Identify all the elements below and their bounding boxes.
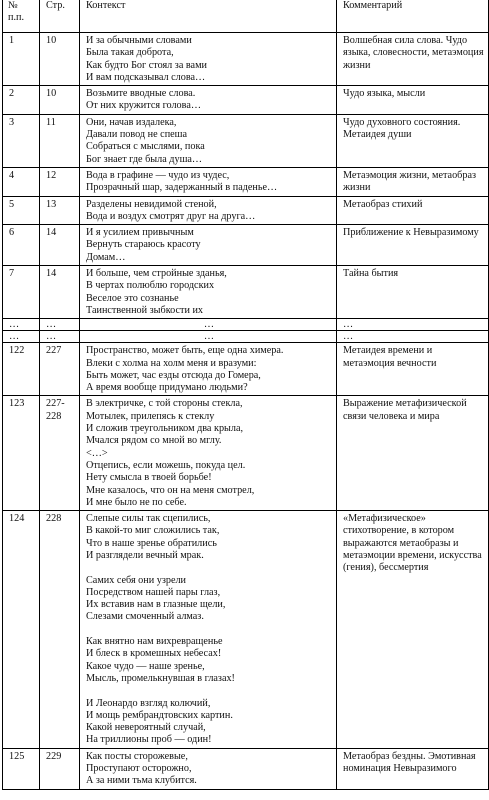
poem-line: И за обычными словами <box>86 35 192 46</box>
poem-line: Самих себя они узрели <box>86 574 186 586</box>
stanza-break <box>86 685 332 697</box>
page-line: 229 <box>46 750 62 762</box>
table-row <box>3 114 489 167</box>
poem-line: Посредством нашей пары глаз, <box>86 586 221 598</box>
header-context: Контекст <box>80 0 337 33</box>
header-number <box>3 0 40 33</box>
row-context <box>80 266 337 319</box>
page-line: … <box>46 331 57 343</box>
row-context <box>80 86 337 115</box>
table-row <box>3 748 489 789</box>
poem-line: В какой-то миг сложились так, <box>86 525 220 537</box>
poem-line: Что в наше зренье обратились <box>86 537 217 549</box>
table-row <box>3 343 489 396</box>
row-number: … <box>3 331 40 343</box>
row-comment <box>337 396 489 511</box>
row-context <box>80 114 337 167</box>
poem-line: Собраться с мыслями, пока <box>86 141 205 153</box>
page-line: 10 <box>46 88 57 100</box>
row-comment <box>337 196 489 225</box>
header-comment: Комментарий <box>337 0 489 33</box>
comment-text: Метаобраз стихий <box>343 198 423 210</box>
row-number: 2 <box>3 86 40 115</box>
row-context <box>80 511 337 749</box>
row-context <box>80 319 337 331</box>
row-page <box>40 396 80 511</box>
stanza-break <box>86 624 332 636</box>
poem-line: Какое чудо — наше зренье, <box>86 660 205 672</box>
table-body <box>3 0 489 789</box>
row-page <box>40 86 80 115</box>
stanza-break <box>86 562 332 574</box>
poem-line: Как внятно нам вихревращенье <box>86 636 223 648</box>
row-page <box>40 33 80 86</box>
row-page <box>40 319 80 331</box>
poem-line: Мчался рядом со мной во мглу. <box>86 435 222 447</box>
poem-line: В электричке, с той стороны стекла, <box>86 398 243 410</box>
poem-line: … <box>203 319 215 331</box>
row-context <box>80 343 337 396</box>
table-gap-row <box>3 331 489 343</box>
poem-line: Разделены невидимой стеной, <box>86 198 217 210</box>
table-row <box>3 396 489 511</box>
row-context <box>80 331 337 343</box>
poem-line: Слепые силы так сцепились, <box>86 513 211 525</box>
row-number: 1 <box>3 33 40 86</box>
row-context <box>80 196 337 225</box>
poem-line: И разглядели вечный мрак. <box>86 549 204 561</box>
comment-text: Волшебная сила слова. Чудо языка, словесности, метаэмоция жизни <box>343 35 484 71</box>
row-page <box>40 266 80 319</box>
comment-text: Тайна бытия <box>343 268 399 280</box>
poem-line: И я усилием привычным <box>86 227 194 239</box>
poem-line: Таинственной зыбкости их <box>86 304 203 316</box>
row-comment <box>337 225 489 266</box>
table-row <box>3 511 489 749</box>
poem-line: Они, начав издалека, <box>86 116 177 128</box>
poem-commentary-table <box>2 0 489 790</box>
header-page: Стр. <box>40 0 80 33</box>
table-row <box>3 86 489 115</box>
poem-line: Мысль, промелькнувшая в глазах! <box>86 672 235 684</box>
row-page <box>40 167 80 196</box>
poem-line: Была такая доброта, <box>86 47 174 59</box>
row-page <box>40 748 80 789</box>
poem-line: Домам… <box>86 251 126 263</box>
row-comment <box>337 511 489 749</box>
poem-line: И больше, чем стройные зданья, <box>86 268 227 280</box>
row-comment <box>337 748 489 789</box>
poem-line: И блеск в кромешных небесах! <box>86 648 222 660</box>
row-context <box>80 33 337 86</box>
page-line: … <box>46 319 57 331</box>
comment-text: Чудо духовного состояния. Метаидея души <box>343 116 461 141</box>
table-row <box>3 33 489 86</box>
page-line: 228 <box>46 410 62 422</box>
poem-line: В чертах полюблю городских <box>86 280 215 292</box>
row-number: 4 <box>3 167 40 196</box>
page-line: 14 <box>46 227 57 239</box>
table-row <box>3 266 489 319</box>
poem-line: Давали повод не спеша <box>86 129 188 141</box>
poem-line: На триллионы проб — один! <box>86 734 212 746</box>
table-row <box>3 196 489 225</box>
row-number: … <box>3 319 40 331</box>
poem-line: А за ними тьма клубится. <box>86 775 197 787</box>
row-number: 125 <box>3 748 40 789</box>
poem-line: <…> <box>86 447 108 459</box>
header-number-abbrev: п.п. <box>8 12 24 24</box>
row-context <box>80 396 337 511</box>
row-page <box>40 225 80 266</box>
poem-line: Как посты сторожевые, <box>86 750 188 762</box>
poem-line: И мне было не по себе. <box>86 496 187 508</box>
page-line: 228 <box>46 513 62 525</box>
page-line: 227 <box>46 345 62 357</box>
table-header-row <box>3 0 489 33</box>
poem-line: Вода в графине — чудо из чудес, <box>86 169 230 181</box>
comment-text: «Метафизическое» стихотворение, в котором выражаются метаобразы и метаэмоции времени, искусства (гения), бессмертия <box>343 513 482 574</box>
row-number: 123 <box>3 396 40 511</box>
comment-text: Выражение метафизической связи человека и мира <box>343 398 467 422</box>
page-line: 11 <box>46 116 56 128</box>
comment-text: Приближение к Невыразимому <box>343 227 479 239</box>
comment-text: Метаэмоция жизни, метаобраз жизни <box>343 169 476 194</box>
page-line: 14 <box>46 268 57 280</box>
row-comment <box>337 343 489 396</box>
poem-line: Возьмите вводные слова. <box>86 88 196 100</box>
header-number-symbol: № <box>8 0 18 11</box>
poem-line: Веселое это сознанье <box>86 292 179 304</box>
row-context <box>80 167 337 196</box>
poem-line: Отцепись, если можешь, покуда цел. <box>86 459 246 471</box>
row-comment <box>337 114 489 167</box>
poem-line: Нету смысла в твоей борьбе! <box>86 472 212 484</box>
poem-line: От них кружится голова… <box>86 100 202 112</box>
poem-line: И Леонардо взгляд колючий, <box>86 697 211 709</box>
poem-line: Вернуть стараюсь красоту <box>86 239 201 251</box>
poem-line: И сложив треугольником два крыла, <box>86 423 244 435</box>
table-row <box>3 167 489 196</box>
row-comment <box>337 86 489 115</box>
table-row <box>3 225 489 266</box>
poem-line: А время вообще придумано людьми? <box>86 382 248 394</box>
row-number: 6 <box>3 225 40 266</box>
poem-line: Какой невероятный случай, <box>86 722 206 734</box>
poem-line: Быть может, час езды отсюда до Гомера, <box>86 369 261 381</box>
poem-line: … <box>203 331 215 343</box>
row-comment <box>337 33 489 86</box>
page-line: 13 <box>46 198 57 210</box>
row-page <box>40 343 80 396</box>
poem-line: Мне казалось, что он на меня смотрел, <box>86 484 255 496</box>
row-number: 3 <box>3 114 40 167</box>
comment-text: Чудо языка, мысли <box>343 88 426 100</box>
row-context <box>80 748 337 789</box>
poem-line: Бог знает где была душа… <box>86 153 203 165</box>
poem-line: Пространство, может быть, еще одна химера. <box>86 345 284 357</box>
row-page <box>40 196 80 225</box>
row-number: 122 <box>3 343 40 396</box>
poem-line: Их вставив нам в глазные щели, <box>86 599 226 611</box>
page-line: 227- <box>46 398 65 410</box>
row-comment <box>337 331 489 343</box>
row-comment <box>337 319 489 331</box>
row-number: 124 <box>3 511 40 749</box>
row-context <box>80 225 337 266</box>
row-page <box>40 511 80 749</box>
poem-line: Прозрачный шар, задержанный в паденье… <box>86 182 278 194</box>
row-number: 5 <box>3 196 40 225</box>
comment-text: Метаобраз бездны. Эмотивная номинация Невыразимого <box>343 750 476 775</box>
page-line: 12 <box>46 169 57 181</box>
comment-text: … <box>343 319 354 331</box>
table-gap-row <box>3 319 489 331</box>
poem-line: И мощь рембрандтовских картин. <box>86 709 233 721</box>
poem-line: Влеки с холма на холм меня и вразуми: <box>86 357 257 369</box>
comment-text: … <box>343 331 354 343</box>
row-number: 7 <box>3 266 40 319</box>
poem-line: Проступают осторожно, <box>86 763 192 775</box>
poem-line: И вам подсказывал слова… <box>86 71 206 83</box>
row-page <box>40 331 80 343</box>
poem-line: Как будто Бог стоял за вами <box>86 59 207 71</box>
poem-line: Вода и воздух смотрят друг на друга… <box>86 210 256 222</box>
page-line: 10 <box>46 35 57 46</box>
poem-line: Мотылек, прилепясь к стеклу <box>86 410 215 422</box>
row-comment <box>337 167 489 196</box>
poem-line: Слезами смоченный алмаз. <box>86 611 204 623</box>
comment-text: Метаидея времени и метаэмоция вечности <box>343 345 437 369</box>
row-page <box>40 114 80 167</box>
row-comment <box>337 266 489 319</box>
